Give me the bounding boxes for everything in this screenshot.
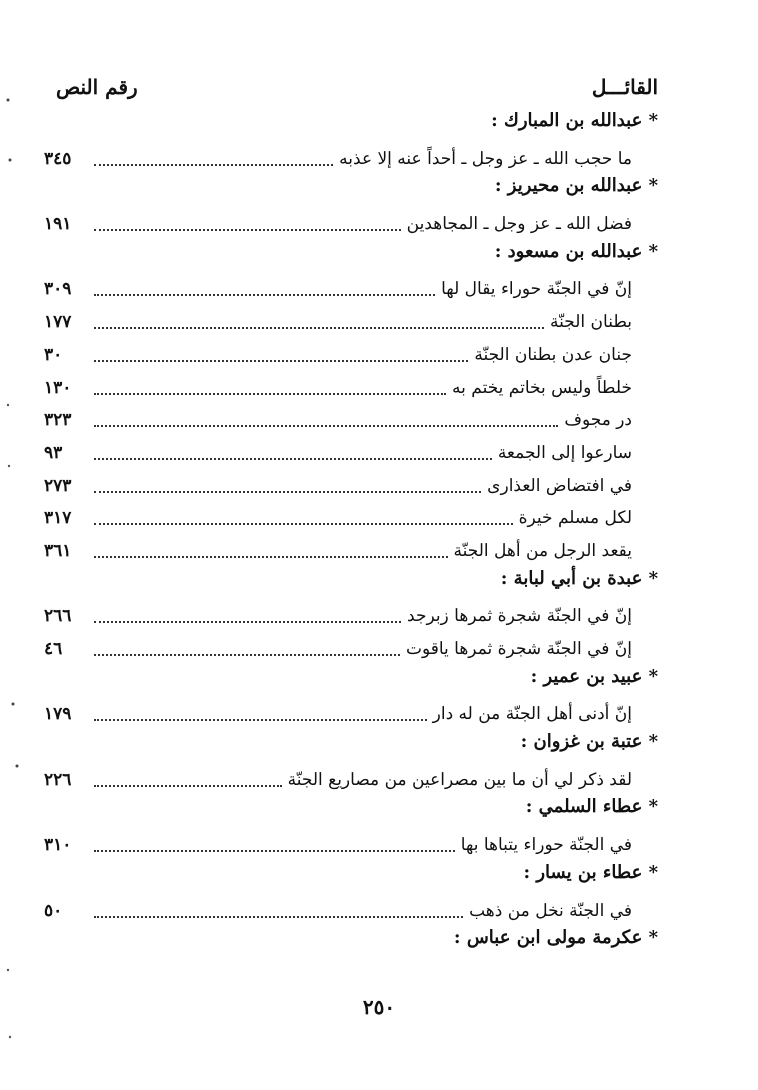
dot-leader [94,348,468,362]
text-number: ٢٦٦ [44,606,72,627]
entry-line [44,474,632,498]
index-entry-row [44,335,658,368]
text-number: ٩٣ [44,442,63,463]
entry-line [44,343,632,367]
index-entry-row [44,302,658,335]
index-entry-row [44,204,658,237]
author-name: * عتبة بن غزوان : [520,731,658,753]
dot-leader [94,707,427,721]
dot-leader [94,217,401,231]
text-number-column-heading: رقم النص [56,75,138,99]
entry-line [44,506,632,530]
index-entry-row [44,139,658,172]
quote-text: سارعوا إلى الجمعة [497,442,632,463]
dot-leader [94,642,400,656]
quote-text: إنّ في الجنّة حوراء يقال لها [441,279,632,300]
author-heading-row [44,727,658,760]
entry-line [44,833,632,857]
dot-leader [94,282,435,296]
page-number: ٢٥٠ [362,995,396,1019]
author-heading-row [44,106,658,139]
dot-leader [94,479,481,493]
entry-line [44,604,632,628]
quote-text: في افتضاض العذارى [487,475,632,496]
author-name: * عبيد بن عمير : [530,665,658,687]
index-entry-row [44,498,658,531]
text-number: ٢٢٦ [44,769,72,790]
author-heading-row [44,858,658,891]
quote-text: إنّ أدنى أهل الجنّة من له دار [432,704,632,725]
quote-text: بطنان الجنّة [550,312,632,333]
text-number: ٣١٠ [44,835,72,856]
index-entry-row [44,596,658,629]
speaker-column-heading: القائـــل [591,75,658,99]
entry-line [44,702,632,726]
entry-line [44,212,632,236]
author-heading-row [44,564,658,597]
quote-text: لكل مسلم خيرة [518,508,632,529]
text-number: ١٩١ [44,214,72,235]
quote-text: يقعد الرجل من أهل الجنّة [453,540,632,561]
entry-line [44,899,632,923]
author-name: * عكرمة مولى ابن عباس : [453,927,658,949]
quote-text: في الجنّة حوراء يتباها بها [460,835,632,856]
index-entry-row [44,694,658,727]
text-number: ١٧٧ [44,312,72,333]
text-number: ٣٦١ [44,540,72,561]
entry-line [44,441,632,465]
author-name: * عبدة بن أبي لبابة : [500,567,658,589]
quote-text: در مجوف [564,410,632,431]
index-entries [44,106,658,956]
author-heading-row [44,662,658,695]
text-number: ٣١٧ [44,508,72,529]
text-number: ١٧٩ [44,704,72,725]
quote-text: إنّ في الجنّة شجرة ثمرها ياقوت [405,639,632,659]
text-number: ٥٠ [44,900,63,921]
author-name: * عطاء السلمي : [525,796,658,818]
dot-leader [94,446,492,460]
entry-line [44,147,632,171]
entry-line [44,310,632,334]
text-number: ١٣٠ [44,377,72,398]
page-header [56,70,658,104]
quote-text: ما حجب الله ـ عز وجل ـ أحداً عنه إلا عذبه [339,148,632,169]
text-number: ٣٠ [44,344,63,365]
dot-leader [94,904,463,918]
entry-line [44,539,632,563]
quote-text: لقد ذكر لي أن ما بين مصراعين من مصاريع الجنّة [287,769,632,790]
author-name: * عبدالله بن مسعود : [494,240,658,262]
dot-leader [94,413,558,427]
dot-leader [94,609,401,623]
quote-text: في الجنّة نخل من ذهب [469,900,632,921]
quote-text: إنّ في الجنّة شجرة ثمرها زبرجد [407,606,632,627]
author-name: * عطاء بن يسار : [523,861,658,883]
dot-leader [94,838,455,852]
dot-leader [94,773,282,787]
index-entry-row [44,629,658,662]
author-heading-row [44,792,658,825]
dot-leader [94,381,446,395]
text-number: ٣٢٣ [44,410,72,431]
author-heading-row [44,923,658,956]
index-entry-row [44,433,658,466]
text-number: ٣٠٩ [44,279,72,300]
entry-line [44,376,632,400]
text-number: ٣٤٥ [44,148,72,169]
quote-text: خلطاً وليس بخاتم يختم به [452,377,632,398]
author-heading-row [44,171,658,204]
index-entry-row [44,825,658,858]
index-entry-row [44,531,658,564]
index-entry-row [44,368,658,401]
quote-text: فضل الله ـ عز وجل ـ المجاهدين [406,214,632,235]
author-name: * عبدالله بن محيريز : [494,175,658,197]
author-name: * عبدالله بن المبارك : [491,110,658,131]
entry-line [44,637,632,661]
index-entry-row [44,466,658,499]
quote-text: جنان عدن بطنان الجنّة [474,344,632,365]
dot-leader [94,152,333,166]
dot-leader [94,315,544,329]
dot-leader [94,511,513,525]
index-entry-row [44,891,658,924]
index-entry-row [44,400,658,433]
entry-line [44,408,632,432]
text-number: ٢٧٣ [44,475,72,496]
entry-line [44,768,632,792]
text-number: ٤٦ [44,639,63,659]
index-entry-row [44,269,658,302]
dot-leader [94,544,448,558]
index-entry-row [44,760,658,793]
author-heading-row [44,237,658,270]
entry-line [44,277,632,301]
